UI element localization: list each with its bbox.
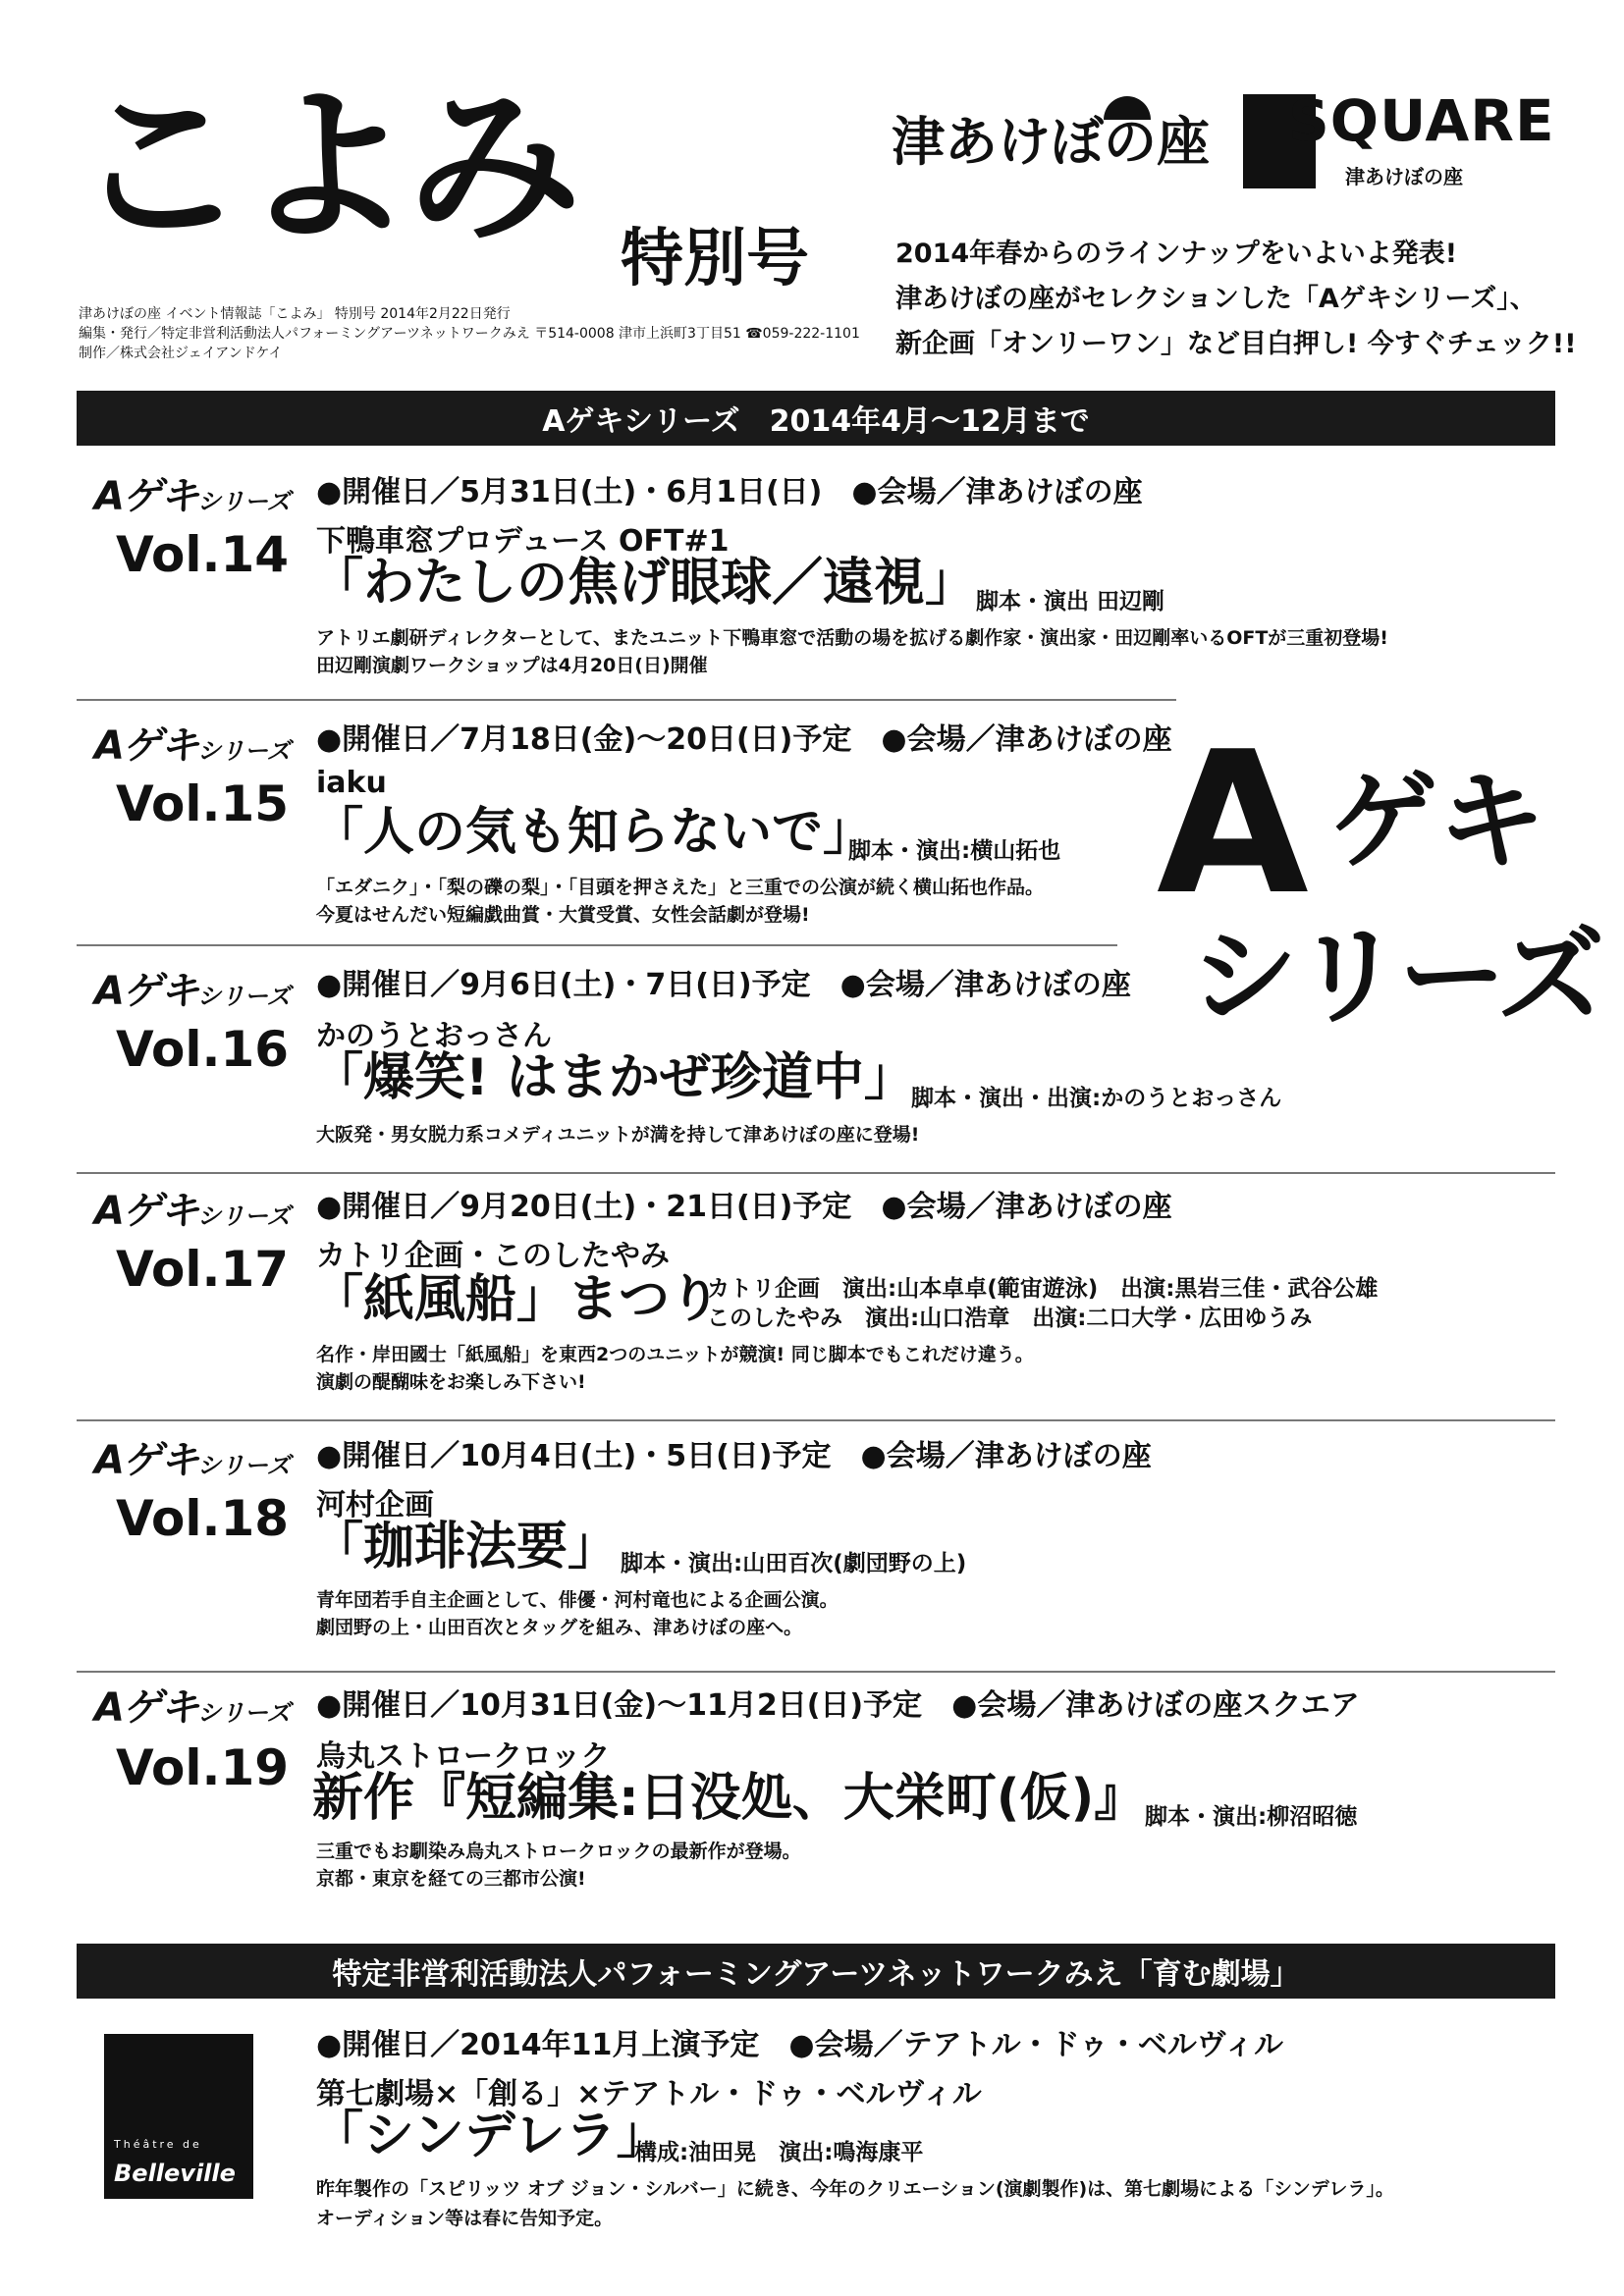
play-desc: 昨年製作の「スピリッツ オブ ジョン・シルバー」に続き、今年のクリエーション(演劇製作)は、第七劇場による「シンデレラ」。 xyxy=(316,2178,1394,2200)
play-credit: 構成:油田晃 演出:鳴海康平 xyxy=(634,2140,924,2165)
divider xyxy=(77,1671,1555,1673)
ageki-big-logo-geki: ゲキ xyxy=(1329,759,1545,884)
play-desc: オーディション等は春に告知予定。 xyxy=(316,2208,614,2229)
event-info: ●開催日／5月31日(土)・6月1日(日) ●会場／津あけぼの座 xyxy=(316,475,1143,509)
event-info: ●開催日／10月4日(土)・5日(日)予定 ●会場／津あけぼの座 xyxy=(316,1439,1152,1473)
tagline-line: 2014年春からのラインナップをいよいよ発表! xyxy=(895,239,1458,269)
company-name: カトリ企画・このしたやみ xyxy=(316,1239,670,1273)
play-credit: 脚本・演出 田辺剛 xyxy=(976,589,1165,614)
section-bar-ageki: Aゲキシリーズ 2014年4月〜12月まで xyxy=(77,391,1555,446)
company-name: 河村企画 xyxy=(316,1488,434,1522)
play-title: 「爆笑! はまかぜ珍道中」 xyxy=(312,1048,915,1107)
vol-number: Vol.16 xyxy=(116,1021,290,1078)
event-info: ●開催日／9月6日(土)・7日(日)予定 ●会場／津あけぼの座 xyxy=(316,968,1131,1002)
event-info: ●開催日／7月18日(金)〜20日(日)予定 ●会場／津あけぼの座 xyxy=(316,722,1172,757)
vol-number: Vol.18 xyxy=(116,1490,290,1547)
play-credit: カトリ企画 演出:山本卓卓(範宙遊泳) 出演:黒岩三佳・武谷公雄 xyxy=(707,1276,1379,1302)
vol-number: Vol.17 xyxy=(116,1241,290,1298)
vol-number: Vol.14 xyxy=(116,526,290,583)
belleville-logo xyxy=(104,2034,253,2199)
play-credit: 脚本・演出:山田百次(劇団野の上) xyxy=(621,1551,967,1576)
ageki-big-logo-series: シリーズ xyxy=(1190,914,1601,1040)
series-logo: Aゲキシリーズ xyxy=(94,474,291,519)
play-title: 新作『短編集:日没処、大栄町(仮)』 xyxy=(312,1769,1146,1828)
tagline-line: 津あけぼの座がセレクションした「Aゲキシリーズ」、 xyxy=(895,284,1537,314)
play-credit: 脚本・演出:横山拓也 xyxy=(848,838,1061,864)
company-name: かのうとおっさん xyxy=(316,1019,552,1053)
play-credit: 脚本・演出:柳沼昭徳 xyxy=(1145,1804,1358,1830)
ageki-big-logo-a: A xyxy=(1157,710,1309,938)
play-desc: 三重でもお馴染み烏丸ストロークロックの最新作が登場。 xyxy=(316,1841,801,1862)
series-logo: Aゲキシリーズ xyxy=(94,1189,291,1234)
play-credit: 脚本・演出・出演:かのうとおっさん xyxy=(911,1086,1282,1111)
play-title: 「シンデレラ」 xyxy=(312,2107,668,2165)
divider xyxy=(77,944,1117,946)
series-logo: Aゲキシリーズ xyxy=(94,1438,291,1483)
vol-number: Vol.15 xyxy=(116,775,290,832)
play-desc: 「エダニク」・「梨の礫の梨」・「目頭を押さえた」と三重での公演が続く横山拓也作品。 xyxy=(316,877,1045,898)
imprint-line: 制作／株式会社ジェイアンドケイ xyxy=(79,346,283,361)
belleville-logo-small: Théâtre de xyxy=(114,2138,202,2151)
play-title: 「人の気も知らないで」 xyxy=(312,803,875,862)
play-desc: 田辺剛演劇ワークショップは4月20日(日)開催 xyxy=(316,655,708,676)
series-logo: Aゲキシリーズ xyxy=(94,1685,291,1731)
section-bar-hagukumu: 特定非営利活動法人パフォーミングアーツネットワークみえ「育む劇場」 xyxy=(77,1944,1555,1999)
event-info: ●開催日／9月20日(土)・21日(日)予定 ●会場／津あけぼの座 xyxy=(316,1190,1172,1224)
series-logo: Aゲキシリーズ xyxy=(94,723,291,769)
divider xyxy=(77,1419,1555,1421)
play-desc: 劇団野の上・山田百次とタッグを組み、津あけぼの座へ。 xyxy=(316,1617,803,1638)
square-logo: SQUARE xyxy=(1288,87,1555,154)
play-title: 「珈琲法要」 xyxy=(312,1518,620,1576)
tagline-line: 新企画「オンリーワン」など目白押し! 今すぐチェック!! xyxy=(895,329,1577,359)
play-desc: アトリエ劇研ディレクターとして、またユニット下鴨車窓で活動の場を拡げる劇作家・演出家・田辺剛率いるOFTが三重初登場! xyxy=(316,627,1388,649)
play-desc: 大阪発・男女脱力系コメディユニットが満を持して津あけぼの座に登場! xyxy=(316,1124,920,1146)
square-logo-sub: 津あけぼの座 xyxy=(1345,165,1463,188)
akebono-logo: 津あけぼの座 xyxy=(892,111,1210,173)
imprint-line: 編集・発行／特定非営利活動法人パフォーミングアーツネットワークみえ 〒514-0008 津市上浜町3丁目51 ☎059-222-1101 xyxy=(79,326,860,342)
special-issue-label: 特別号 xyxy=(621,223,809,295)
event-info: ●開催日／2014年11月上演予定 ●会場／テアトル・ドゥ・ベルヴィル xyxy=(316,2028,1284,2062)
company-name: 第七劇場×「創る」×テアトル・ドゥ・ベルヴィル xyxy=(316,2077,982,2111)
play-title: 「紙風船」まつり xyxy=(312,1270,722,1329)
play-desc: 今夏はせんだい短編戯曲賞・大賞受賞、女性会話劇が登場! xyxy=(316,904,810,926)
company-name: iaku xyxy=(316,766,387,800)
series-logo: Aゲキシリーズ xyxy=(94,969,291,1014)
event-info: ●開催日／10月31日(金)〜11月2日(日)予定 ●会場／津あけぼの座スクエア xyxy=(316,1688,1360,1723)
play-desc: 青年団若手自主企画として、俳優・河村竜也による企画公演。 xyxy=(316,1589,839,1611)
company-name: 烏丸ストロークロック xyxy=(316,1739,611,1774)
imprint-line: 津あけぼの座 イベント情報誌「こよみ」 特別号 2014年2月22日発行 xyxy=(79,306,511,322)
divider xyxy=(77,1172,1555,1174)
belleville-logo-big: Belleville xyxy=(114,2160,236,2187)
divider xyxy=(77,699,1176,701)
vol-number: Vol.19 xyxy=(116,1739,290,1796)
masthead: こよみ xyxy=(73,71,574,265)
play-credit: このしたやみ 演出:山口浩章 出演:二口大学・広田ゆうみ xyxy=(707,1306,1313,1331)
play-desc: 名作・岸田國士「紙風船」を東西2つのユニットが競演! 同じ脚本でもこれだけ違う。 xyxy=(316,1344,1034,1365)
play-desc: 京都・東京を経ての三都市公演! xyxy=(316,1868,586,1890)
play-title: 「わたしの焦げ眼球／遠視」 xyxy=(312,554,977,613)
play-desc: 演劇の醍醐味をお楽しみ下さい! xyxy=(316,1371,586,1393)
company-name: 下鴨車窓プロデュース OFT#1 xyxy=(316,524,730,559)
